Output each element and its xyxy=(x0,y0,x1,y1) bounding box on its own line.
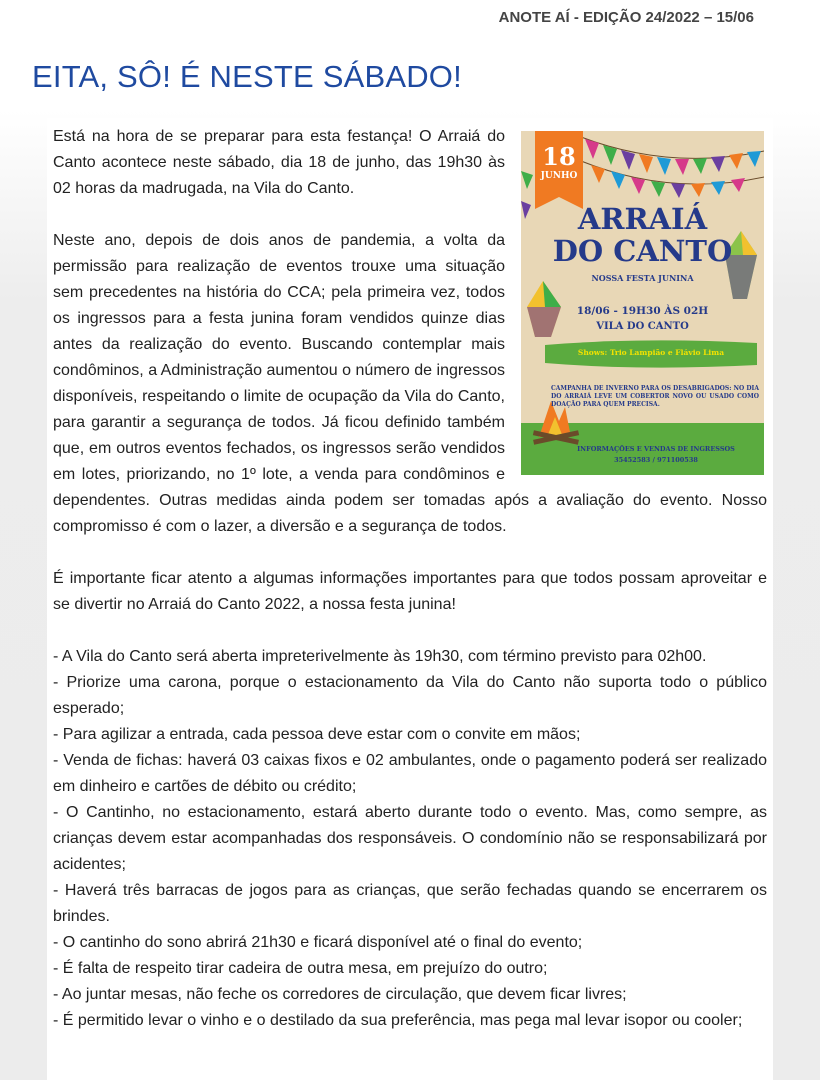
edition-label: ANOTE AÍ - EDIÇÃO 24/2022 – 15/06 xyxy=(498,9,754,26)
poster-venue: VILA DO CANTO xyxy=(596,321,689,332)
attention-paragraph: É importante ficar atento a algumas informações importantes para que todos possam aproveitar e se divertir no Arraiá do Canto 2022, a nossa festa junina! xyxy=(53,570,767,613)
context-paragraph: Neste ano, depois de dois anos de pandemia, a volta da permissão para realização de eventos trouxe uma situação sem precedentes na história do CCA; pela primeira vez, todos os ingressos para a festa junina foram vendidos quinze dias antes da realização do evento. Buscando contemplar mais condôminos, a Administração aumentou o número de ingressos disponíveis, respeitando o limite de ocupação da Vila do Canto, para garantir a segurança de todos. Já ficou definido também que, em outros eventos fechados, os ingressos serão vendidos em lotes, priorizando, no 1º lote, a venda para condôminos e dependentes. Outras medidas ainda podem ser tomadas após a avaliação do evento. Nosso compromisso é com o lazer, a diversão e a segurança de todos. xyxy=(53,232,767,535)
list-item: - O cantinho do sono abrirá 21h30 e ficará disponível até o final do evento; xyxy=(53,934,583,951)
list-item: - É falta de respeito tirar cadeira de outra mesa, em prejuízo do outro; xyxy=(53,960,548,977)
intro-paragraph: Está na hora de se preparar para esta festança! O Arraiá do Canto acontece neste sábado, dia 18 de junho, das 19h30 às 02 horas da madrugada, na Vila do Canto. xyxy=(53,128,505,197)
poster-title-line2: DO CANTO xyxy=(552,234,733,268)
badge-day: 18 xyxy=(542,142,576,171)
list-item: - É permitido levar o vinho e o destilado da sua preferência, mas pega mal levar isopor ou cooler; xyxy=(53,1012,743,1029)
list-item: - Haverá três barracas de jogos para as crianças, que serão fechadas quando se encerrarem os brindes. xyxy=(53,882,767,925)
badge-month: JUNHO xyxy=(540,171,578,181)
poster-shows: Shows: Trio Lampião e Flávio Lima xyxy=(577,348,725,357)
list-item: - A Vila do Canto será aberta impreterivelmente às 19h30, com término previsto para 02h00. xyxy=(53,648,707,665)
poster-campaign: CAMPANHA DE INVERNO PARA OS DESABRIGADOS: NO DIA DO ARRAIÁ LEVE UM COBERTOR NOVO OU USADO COMO DOAÇÃO PARA QUEM PRECISA. xyxy=(551,385,759,408)
list-item: - Para agilizar a entrada, cada pessoa deve estar com o convite em mãos; xyxy=(53,726,581,743)
list-item: - O Cantinho, no estacionamento, estará aberto durante todo o evento. Mas, como sempre, as crianças devem estar acompanhadas dos responsáveis. O condomínio não se responsabilizará por acidentes; xyxy=(53,804,767,873)
poster-schedule: 18/06 - 19H30 ÀS 02H xyxy=(576,305,709,317)
page-title: EITA, SÔ! É NESTE SÁBADO! xyxy=(32,59,462,94)
list-item: - Priorize uma carona, porque o estacionamento da Vila do Canto não suporta todo o público esperado; xyxy=(53,674,767,717)
event-poster xyxy=(521,131,764,475)
poster-subtitle: NOSSA FESTA JUNINA xyxy=(591,273,694,283)
poster-artwork xyxy=(521,131,764,475)
poster-info: INFORMAÇÕES E VENDAS DE INGRESSOS xyxy=(577,445,735,453)
poster-title-line1: ARRAIÁ xyxy=(577,202,708,236)
article-body xyxy=(47,118,773,1080)
list-item: - Ao juntar mesas, não feche os corredores de circulação, que devem ficar livres; xyxy=(53,986,627,1003)
list-item: - Venda de fichas: haverá 03 caixas fixos e 02 ambulantes, onde o pagamento poderá ser realizado em dinheiro e cartões de débito ou crédito; xyxy=(53,752,767,795)
poster-phones: 35452583 / 971100538 xyxy=(614,456,698,464)
